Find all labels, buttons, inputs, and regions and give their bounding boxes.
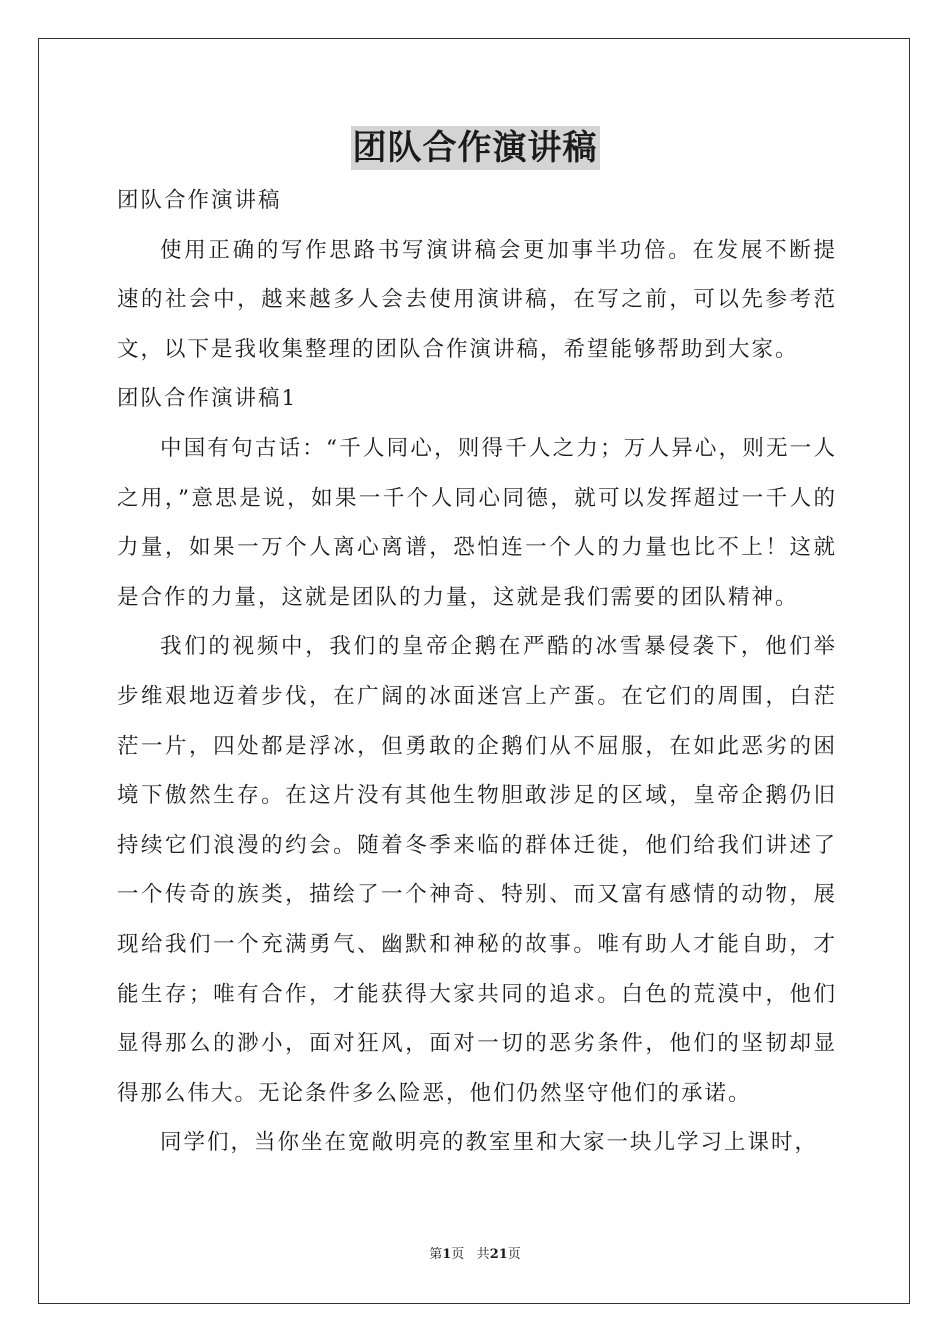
page-suffix: 页: [451, 1247, 465, 1262]
current-page-number: 1: [442, 1247, 452, 1262]
page-prefix: 第: [429, 1247, 443, 1262]
body-paragraph: 同学们，当你坐在宽敞明亮的教室里和大家一块儿学习上课时，: [160, 1130, 819, 1156]
total-page-count: 21: [489, 1247, 508, 1262]
section-heading: 团队合作演讲稿1: [117, 386, 298, 412]
total-suffix: 页: [507, 1247, 521, 1262]
document-title: 团队合作演讲稿: [352, 128, 598, 168]
page-footer: [0, 1246, 950, 1264]
title-container: [0, 126, 950, 170]
body-paragraph: 我们的视频中，我们的皇帝企鹅在严酷的冰雪暴侵袭下，他们举步维艰地迈着步伐，在广阔的冰面迷宫上产蛋。在它们的周围，白茫茫一片，四处都是浮冰，但勇敢的企鹅们从不屈服，在如此恶劣的困境下傲然生存。在这片没有其他生物胆敢涉足的区域，皇帝企鹅仍旧持续它们浪漫的约会。随着冬季来临的群体迁徙，他们给我们讲述了一个传奇的族类，描绘了一个神奇、特别、而又富有感情的动物，展现给我们一个充满勇气、幽默和神秘的故事。唯有助人才能自助，才能生存；唯有合作，才能获得大家共同的追求。白色的荒漠中，他们显得那么的渺小，面对狂风，面对一切的恶劣条件，他们的坚韧却显得那么伟大。无论条件多么险恶，他们仍然坚守他们的承诺。: [117, 634, 837, 1106]
body-paragraph: 中国有句古话：“千人同心，则得千人之力；万人异心，则无一人之用，”意思是说，如果一千个人同心同德，就可以发挥超过一千人的力量，如果一万个人离心离谱，恐怕连一个人的力量也比不上！这就是合作的力量，这就是团队的力量，这就是我们需要的团队精神。: [117, 435, 837, 610]
total-prefix: 共: [476, 1247, 490, 1262]
subtitle-line: 团队合作演讲稿: [117, 188, 282, 213]
intro-paragraph: 使用正确的写作思路书写演讲稿会更加事半功倍。在发展不断提速的社会中，越来越多人会去使用演讲稿，在写之前，可以先参考范文，以下是我收集整理的团队合作演讲稿，希望能够帮助到大家。: [117, 237, 837, 362]
document-body: [117, 176, 837, 1168]
